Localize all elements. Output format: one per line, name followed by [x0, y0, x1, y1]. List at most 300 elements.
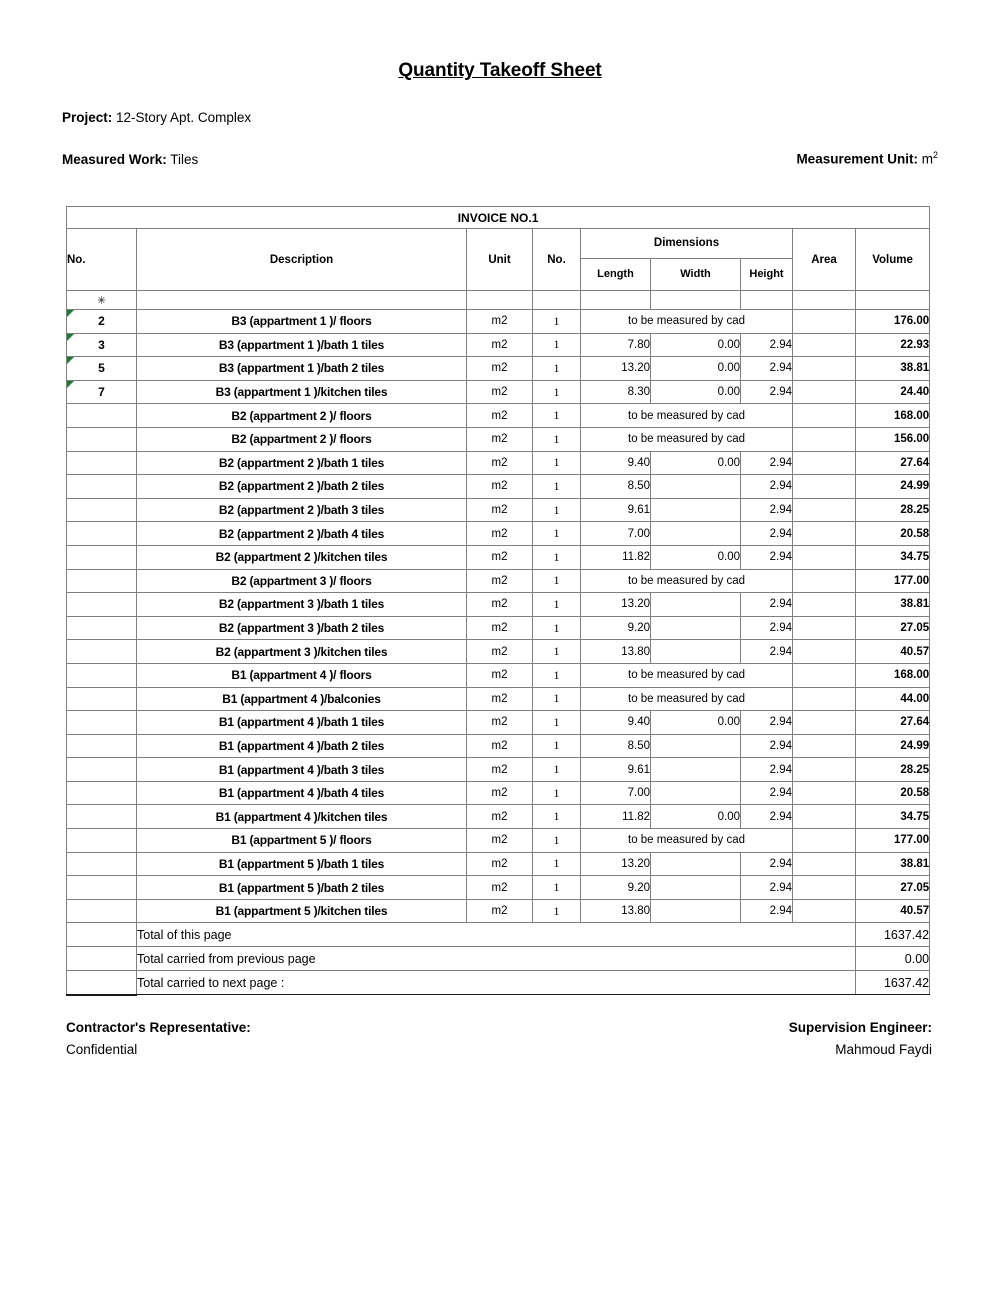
table-row [67, 380, 930, 404]
table-body [67, 310, 930, 923]
marker-volume-cell [856, 291, 930, 310]
row-quantity: 1 [533, 640, 581, 664]
table-row [67, 687, 930, 711]
row-quantity: 1 [533, 522, 581, 546]
row-unit: m2 [467, 545, 533, 569]
row-volume: 44.00 [856, 687, 930, 711]
row-number-cell [67, 829, 137, 853]
row-length: 7.00 [581, 781, 651, 805]
row-width [651, 781, 741, 805]
row-description: B1 (appartment 5 )/kitchen tiles [137, 899, 467, 923]
row-number-cell [67, 852, 137, 876]
totals-label: Total of this page [137, 923, 856, 947]
totals-row [67, 923, 930, 947]
invoice-banner-row [67, 207, 930, 229]
row-length: 13.20 [581, 852, 651, 876]
row-area [793, 852, 856, 876]
measured-work-label: Measured Work: [62, 151, 167, 167]
row-description: B2 (appartment 2 )/ floors [137, 427, 467, 451]
row-area [793, 569, 856, 593]
row-width [651, 852, 741, 876]
row-unit: m2 [467, 404, 533, 428]
row-area [793, 310, 856, 334]
row-width [651, 899, 741, 923]
row-width: 0.00 [651, 380, 741, 404]
table-header-row-top [67, 229, 930, 259]
measured-work-value: Tiles [170, 151, 199, 167]
contractor-signature [66, 1020, 251, 1057]
row-description: B2 (appartment 3 )/kitchen tiles [137, 640, 467, 664]
row-number-cell [67, 333, 137, 357]
row-number-cell [67, 498, 137, 522]
row-unit: m2 [467, 380, 533, 404]
row-area [793, 357, 856, 381]
row-unit: m2 [467, 451, 533, 475]
row-description: B2 (appartment 3 )/ floors [137, 569, 467, 593]
row-volume: 20.58 [856, 781, 930, 805]
row-volume: 177.00 [856, 569, 930, 593]
row-volume: 28.25 [856, 758, 930, 782]
row-area [793, 899, 856, 923]
row-unit: m2 [467, 899, 533, 923]
row-number-cell [67, 475, 137, 499]
row-unit: m2 [467, 357, 533, 381]
table-row [67, 451, 930, 475]
header-description: Description [137, 229, 467, 291]
supervisor-signature [789, 1020, 932, 1057]
row-volume: 38.81 [856, 593, 930, 617]
page-title: Quantity Takeoff Sheet [398, 60, 602, 81]
row-number-cell [67, 711, 137, 735]
row-dimensions-note: to be measured by cad [581, 663, 793, 687]
row-width: 0.00 [651, 333, 741, 357]
meta-row-work [62, 150, 938, 167]
row-length: 8.50 [581, 734, 651, 758]
table-row [67, 545, 930, 569]
row-area [793, 451, 856, 475]
row-number-cell [67, 876, 137, 900]
row-unit: m2 [467, 569, 533, 593]
row-description: B1 (appartment 4 )/bath 3 tiles [137, 758, 467, 782]
row-quantity: 1 [533, 380, 581, 404]
row-area [793, 734, 856, 758]
row-volume: 177.00 [856, 829, 930, 853]
row-number-cell [67, 380, 137, 404]
totals-row [67, 947, 930, 971]
table-row [67, 404, 930, 428]
row-volume: 38.81 [856, 357, 930, 381]
table-row [67, 734, 930, 758]
totals-body [67, 923, 930, 995]
row-quantity: 1 [533, 569, 581, 593]
row-width [651, 758, 741, 782]
note-marker-icon [67, 381, 74, 388]
row-description: B2 (appartment 2 )/kitchen tiles [137, 545, 467, 569]
row-height: 2.94 [741, 616, 793, 640]
totals-label: Total carried from previous page [137, 947, 856, 971]
totals-row [67, 971, 930, 995]
row-number-cell [67, 640, 137, 664]
row-width: 0.00 [651, 451, 741, 475]
project-label: Project: [62, 110, 113, 125]
row-volume: 168.00 [856, 404, 930, 428]
row-dimensions-note: to be measured by cad [581, 829, 793, 853]
marker-desc-cell [137, 291, 467, 310]
table-row [67, 357, 930, 381]
marker-row [67, 291, 930, 310]
row-number-cell [67, 663, 137, 687]
takeoff-table [66, 206, 930, 996]
totals-value: 0.00 [856, 947, 930, 971]
header-no: No. [67, 229, 137, 291]
row-volume: 27.64 [856, 451, 930, 475]
row-width: 0.00 [651, 711, 741, 735]
header-quantity: No. [533, 229, 581, 291]
row-height: 2.94 [741, 640, 793, 664]
row-description: B2 (appartment 3 )/bath 1 tiles [137, 593, 467, 617]
row-width: 0.00 [651, 805, 741, 829]
table-row [67, 475, 930, 499]
row-number-cell [67, 781, 137, 805]
row-number-value: 3 [98, 337, 105, 352]
row-area [793, 758, 856, 782]
row-description: B3 (appartment 1 )/bath 1 tiles [137, 333, 467, 357]
row-dimensions-note: to be measured by cad [581, 427, 793, 451]
header-length: Length [581, 258, 651, 290]
row-unit: m2 [467, 852, 533, 876]
row-area [793, 876, 856, 900]
row-quantity: 1 [533, 357, 581, 381]
row-dimensions-note: to be measured by cad [581, 687, 793, 711]
row-number-cell [67, 357, 137, 381]
table-row [67, 333, 930, 357]
marker-width-cell [651, 291, 741, 310]
row-volume: 27.05 [856, 876, 930, 900]
row-length: 11.82 [581, 545, 651, 569]
totals-blank-cell [67, 971, 137, 995]
row-volume: 176.00 [856, 310, 930, 334]
row-unit: m2 [467, 310, 533, 334]
row-quantity: 1 [533, 427, 581, 451]
row-dimensions-note: to be measured by cad [581, 404, 793, 428]
row-description: B1 (appartment 5 )/bath 2 tiles [137, 876, 467, 900]
totals-blank-cell [67, 947, 137, 971]
row-quantity: 1 [533, 687, 581, 711]
row-area [793, 522, 856, 546]
marker-unit-cell [467, 291, 533, 310]
row-volume: 22.93 [856, 333, 930, 357]
table-row [67, 569, 930, 593]
row-width [651, 876, 741, 900]
row-unit: m2 [467, 475, 533, 499]
table-row [67, 522, 930, 546]
row-area [793, 545, 856, 569]
table-row [67, 616, 930, 640]
row-quantity: 1 [533, 333, 581, 357]
header-area: Area [793, 229, 856, 291]
row-quantity: 1 [533, 899, 581, 923]
row-number-value: 7 [98, 385, 105, 400]
row-width: 0.00 [651, 357, 741, 381]
row-description: B1 (appartment 4 )/balconies [137, 687, 467, 711]
row-unit: m2 [467, 616, 533, 640]
row-height: 2.94 [741, 380, 793, 404]
row-height: 2.94 [741, 758, 793, 782]
row-unit: m2 [467, 829, 533, 853]
measured-work-field [62, 152, 198, 167]
row-length: 9.20 [581, 876, 651, 900]
row-height: 2.94 [741, 475, 793, 499]
row-height: 2.94 [741, 545, 793, 569]
row-quantity: 1 [533, 616, 581, 640]
row-quantity: 1 [533, 734, 581, 758]
table-row [67, 758, 930, 782]
note-marker-icon [67, 310, 74, 317]
header-dimensions: Dimensions [581, 229, 793, 259]
row-unit: m2 [467, 876, 533, 900]
totals-value: 1637.42 [856, 971, 930, 995]
row-quantity: 1 [533, 451, 581, 475]
row-height: 2.94 [741, 711, 793, 735]
row-unit: m2 [467, 687, 533, 711]
row-description: B3 (appartment 1 )/ floors [137, 310, 467, 334]
row-length: 13.80 [581, 899, 651, 923]
row-description: B1 (appartment 4 )/kitchen tiles [137, 805, 467, 829]
row-quantity: 1 [533, 805, 581, 829]
row-height: 2.94 [741, 876, 793, 900]
row-length: 13.20 [581, 593, 651, 617]
row-area [793, 640, 856, 664]
row-quantity: 1 [533, 852, 581, 876]
row-width [651, 522, 741, 546]
project-value: 12-Story Apt. Complex [116, 110, 252, 125]
row-quantity: 1 [533, 829, 581, 853]
header-width: Width [651, 258, 741, 290]
contractor-label: Contractor's Representative: [66, 1020, 251, 1035]
row-volume: 38.81 [856, 852, 930, 876]
row-description: B2 (appartment 2 )/bath 3 tiles [137, 498, 467, 522]
table-row [67, 310, 930, 334]
row-number-cell [67, 758, 137, 782]
row-number-cell [67, 593, 137, 617]
row-area [793, 333, 856, 357]
row-number-value: 5 [98, 361, 105, 376]
document-meta [0, 110, 1000, 167]
row-width: 0.00 [651, 545, 741, 569]
table-row [67, 781, 930, 805]
row-number-cell [67, 734, 137, 758]
row-description: B3 (appartment 1 )/kitchen tiles [137, 380, 467, 404]
marker-height-cell [741, 291, 793, 310]
row-height: 2.94 [741, 451, 793, 475]
row-volume: 40.57 [856, 899, 930, 923]
row-area [793, 475, 856, 499]
row-dimensions-note: to be measured by cad [581, 310, 793, 334]
row-quantity: 1 [533, 310, 581, 334]
row-area [793, 829, 856, 853]
row-volume: 156.00 [856, 427, 930, 451]
project-field [62, 110, 251, 125]
row-area [793, 781, 856, 805]
row-dimensions-note: to be measured by cad [581, 569, 793, 593]
row-volume: 28.25 [856, 498, 930, 522]
table-row [67, 663, 930, 687]
row-volume: 24.99 [856, 734, 930, 758]
row-height: 2.94 [741, 852, 793, 876]
row-width [651, 498, 741, 522]
row-length: 9.61 [581, 498, 651, 522]
row-area [793, 616, 856, 640]
table-row [67, 593, 930, 617]
row-length: 9.20 [581, 616, 651, 640]
row-number-cell [67, 451, 137, 475]
marker-length-cell [581, 291, 651, 310]
row-number-cell [67, 427, 137, 451]
row-description: B1 (appartment 4 )/ floors [137, 663, 467, 687]
row-unit: m2 [467, 498, 533, 522]
marker-area-cell [793, 291, 856, 310]
row-unit: m2 [467, 711, 533, 735]
row-quantity: 1 [533, 498, 581, 522]
row-height: 2.94 [741, 781, 793, 805]
row-height: 2.94 [741, 805, 793, 829]
row-unit: m2 [467, 333, 533, 357]
row-area [793, 380, 856, 404]
table-row [67, 711, 930, 735]
row-unit: m2 [467, 663, 533, 687]
header-unit: Unit [467, 229, 533, 291]
contractor-name: Confidential [66, 1042, 138, 1057]
table-row [67, 427, 930, 451]
row-area [793, 427, 856, 451]
row-volume: 40.57 [856, 640, 930, 664]
table-row [67, 640, 930, 664]
row-number-cell [67, 805, 137, 829]
row-description: B1 (appartment 4 )/bath 4 tiles [137, 781, 467, 805]
row-volume: 27.05 [856, 616, 930, 640]
row-height: 2.94 [741, 333, 793, 357]
note-marker-icon [67, 357, 74, 364]
row-width [651, 475, 741, 499]
row-quantity: 1 [533, 758, 581, 782]
row-quantity: 1 [533, 475, 581, 499]
row-area [793, 593, 856, 617]
row-length: 13.80 [581, 640, 651, 664]
row-description: B2 (appartment 2 )/bath 1 tiles [137, 451, 467, 475]
supervisor-label: Supervision Engineer: [788, 1020, 932, 1035]
header-volume: Volume [856, 229, 930, 291]
row-width [651, 593, 741, 617]
row-number-cell [67, 899, 137, 923]
row-description: B1 (appartment 4 )/bath 1 tiles [137, 711, 467, 735]
row-width [651, 734, 741, 758]
row-length: 7.80 [581, 333, 651, 357]
row-area [793, 687, 856, 711]
totals-label: Total carried to next page : [137, 971, 856, 995]
row-width [651, 640, 741, 664]
row-length: 8.50 [581, 475, 651, 499]
row-description: B2 (appartment 3 )/bath 2 tiles [137, 616, 467, 640]
row-area [793, 663, 856, 687]
row-description: B1 (appartment 5 )/ floors [137, 829, 467, 853]
row-length: 13.20 [581, 357, 651, 381]
row-volume: 24.40 [856, 380, 930, 404]
row-area [793, 711, 856, 735]
totals-blank-cell [67, 923, 137, 947]
row-description: B1 (appartment 5 )/bath 1 tiles [137, 852, 467, 876]
row-volume: 34.75 [856, 805, 930, 829]
row-unit: m2 [467, 522, 533, 546]
supervisor-name: Mahmoud Faydi [835, 1042, 932, 1057]
row-width [651, 616, 741, 640]
row-number-cell [67, 522, 137, 546]
measurement-unit-label: Measurement Unit: [796, 151, 918, 167]
row-quantity: 1 [533, 663, 581, 687]
totals-value: 1637.42 [856, 923, 930, 947]
row-area [793, 404, 856, 428]
row-unit: m2 [467, 758, 533, 782]
row-area [793, 805, 856, 829]
row-description: B1 (appartment 4 )/bath 2 tiles [137, 734, 467, 758]
measurement-unit-value: m [921, 151, 933, 167]
row-height: 2.94 [741, 357, 793, 381]
takeoff-table-container [66, 206, 929, 996]
row-quantity: 1 [533, 545, 581, 569]
marker-qty-cell [533, 291, 581, 310]
meta-row-project [62, 110, 938, 125]
row-description: B2 (appartment 2 )/ floors [137, 404, 467, 428]
row-description: B2 (appartment 2 )/bath 4 tiles [137, 522, 467, 546]
row-height: 2.94 [741, 522, 793, 546]
row-length: 9.40 [581, 711, 651, 735]
row-length: 11.82 [581, 805, 651, 829]
row-height: 2.94 [741, 899, 793, 923]
row-height: 2.94 [741, 734, 793, 758]
row-number-cell [67, 310, 137, 334]
row-unit: m2 [467, 593, 533, 617]
row-length: 9.61 [581, 758, 651, 782]
measurement-unit-superscript: 2 [932, 150, 938, 160]
row-unit: m2 [467, 427, 533, 451]
row-description: B2 (appartment 2 )/bath 2 tiles [137, 475, 467, 499]
row-unit: m2 [467, 734, 533, 758]
table-row [67, 805, 930, 829]
row-number-value: 2 [98, 314, 105, 329]
row-quantity: 1 [533, 593, 581, 617]
row-height: 2.94 [741, 498, 793, 522]
row-quantity: 1 [533, 711, 581, 735]
table-row [67, 498, 930, 522]
row-number-cell [67, 616, 137, 640]
row-number-cell [67, 404, 137, 428]
row-quantity: 1 [533, 404, 581, 428]
row-quantity: 1 [533, 876, 581, 900]
row-volume: 24.99 [856, 475, 930, 499]
signature-block [66, 1020, 932, 1057]
table-row [67, 852, 930, 876]
row-length: 7.00 [581, 522, 651, 546]
row-number-cell [67, 687, 137, 711]
row-unit: m2 [467, 805, 533, 829]
row-number-cell [67, 545, 137, 569]
measurement-unit-field [796, 150, 938, 167]
row-length: 8.30 [581, 380, 651, 404]
row-description: B3 (appartment 1 )/bath 2 tiles [137, 357, 467, 381]
row-volume: 168.00 [856, 663, 930, 687]
row-area [793, 498, 856, 522]
row-unit: m2 [467, 781, 533, 805]
row-unit: m2 [467, 640, 533, 664]
